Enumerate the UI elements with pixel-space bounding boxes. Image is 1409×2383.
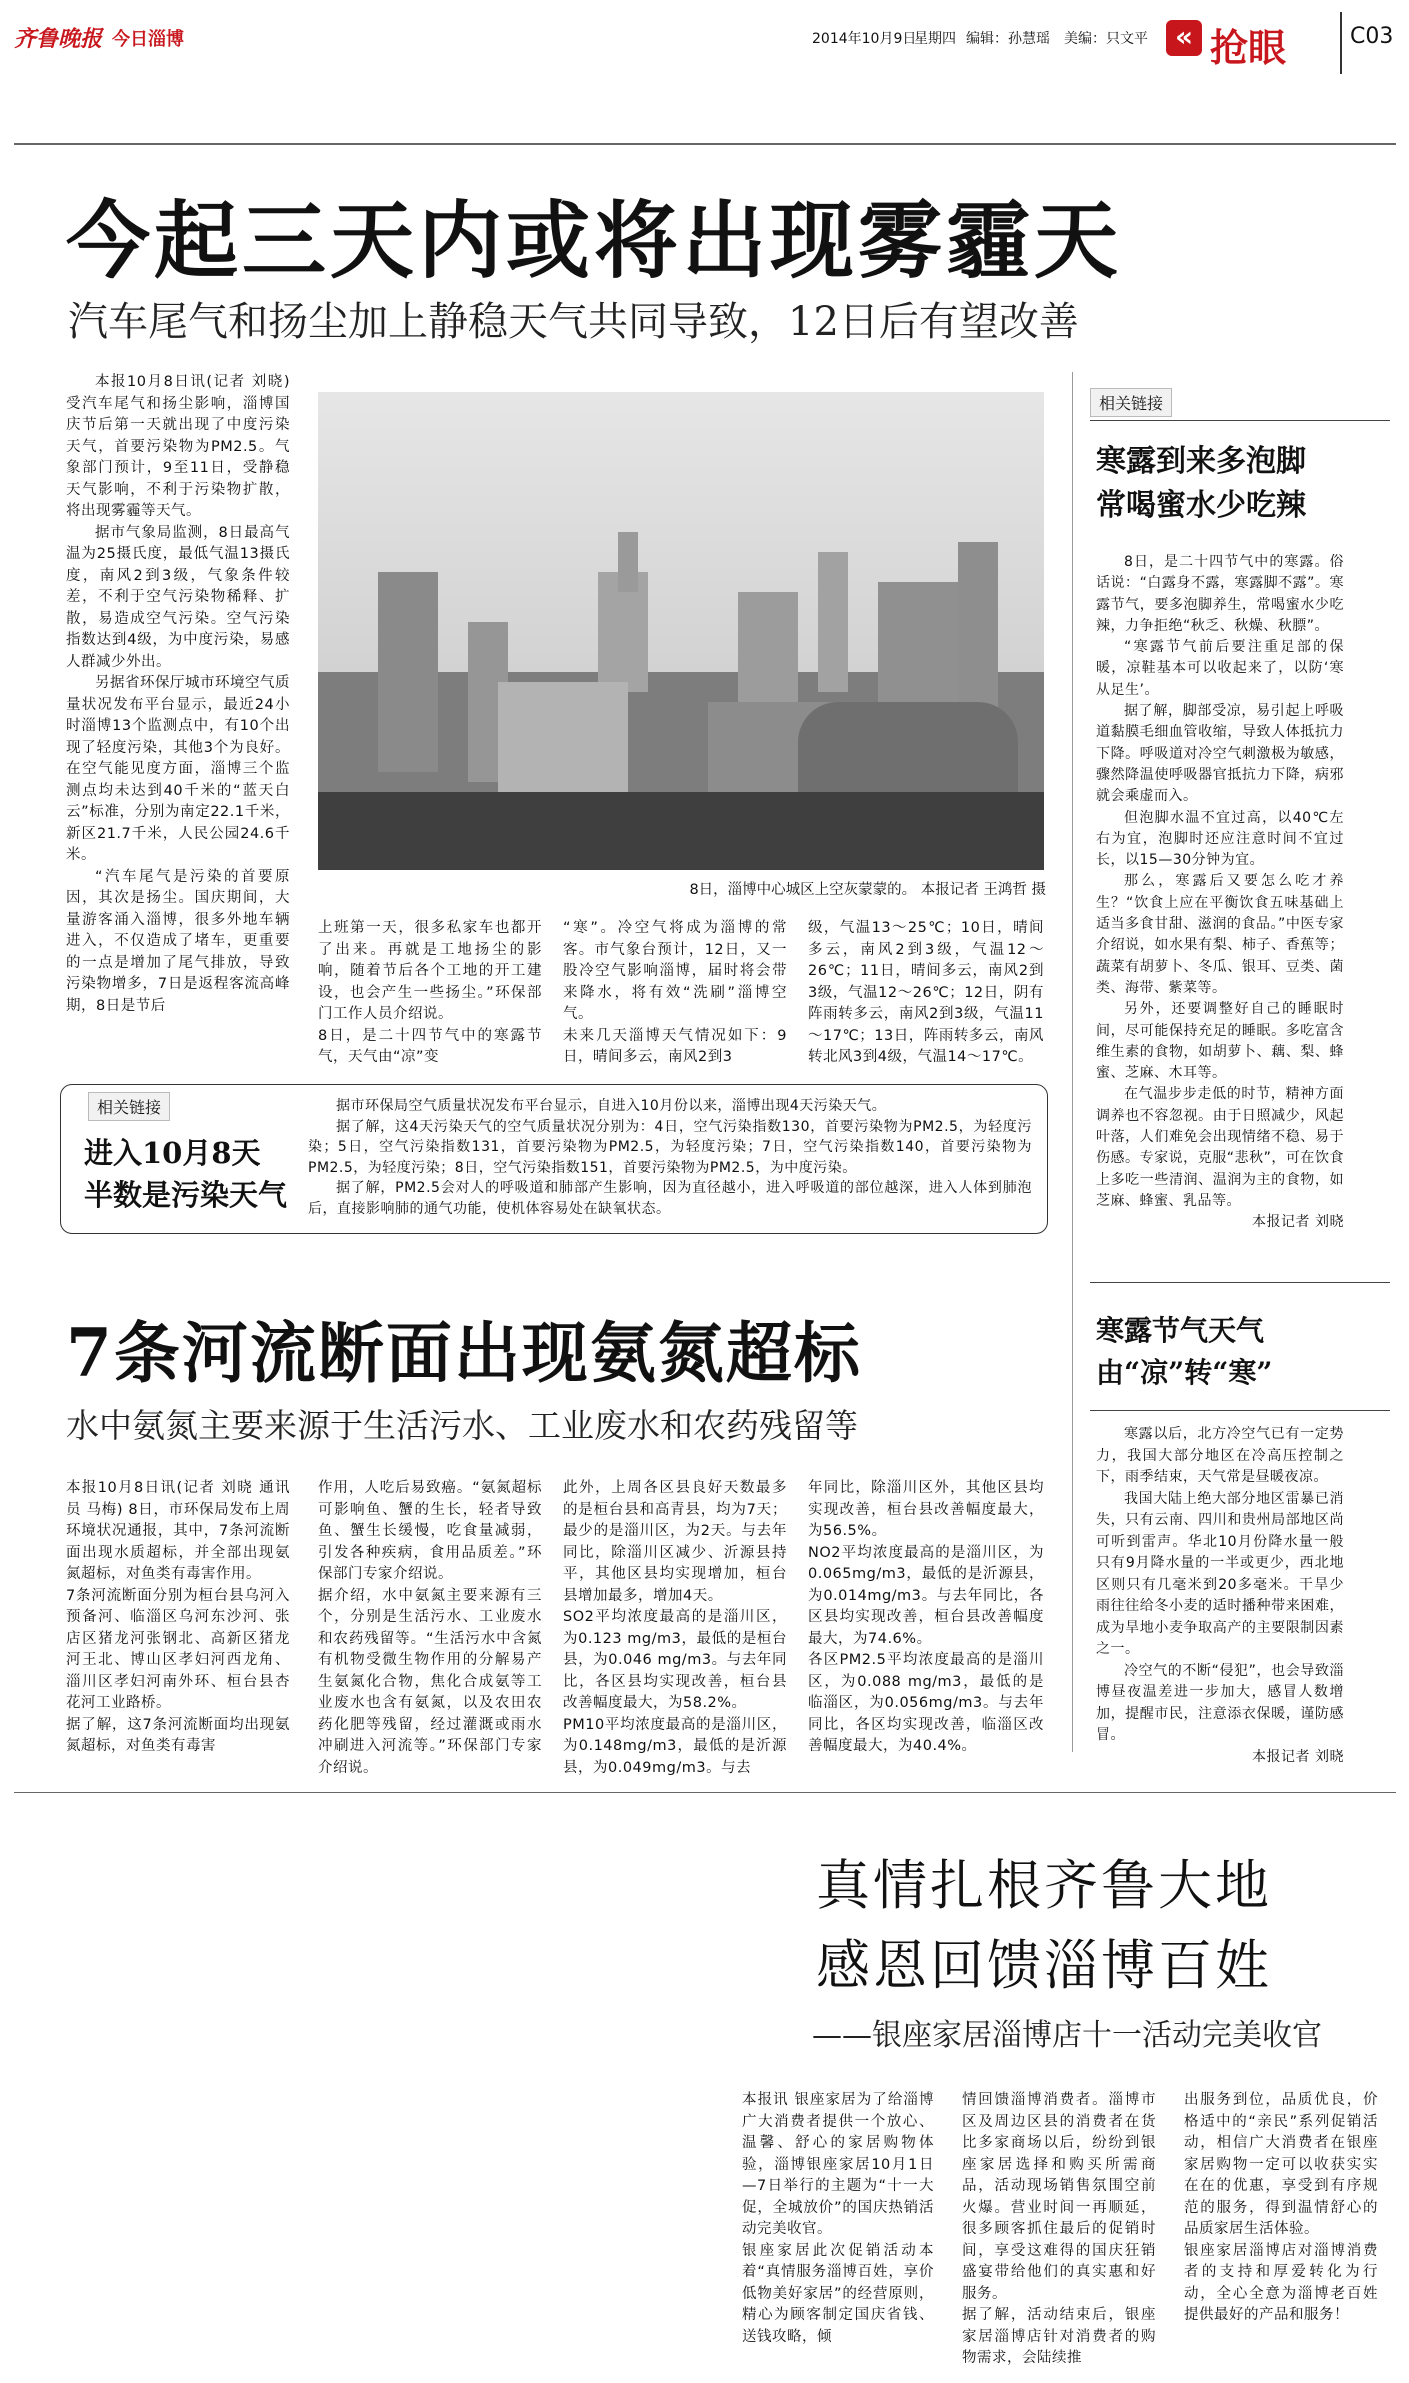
right2-headline: 寒露节气天气 由“凉”转“寒” [1096, 1314, 1273, 1389]
right1-tag-rule [1090, 420, 1390, 421]
story3-column-1: 本报讯 银座家居为了给淄博广大消费者提供一个放心、温馨、舒心的家居购物体验，淄博银座家居10月1日—7日举行的主题为“十一大促，全城放价”的国庆热销活动完美收官。 银座家居此次促销活动本着“真情服务淄博百姓，享价低物美好家居”的经营原则，精心为顾客制定国庆省钱、送钱攻略，倾 [742, 2092, 934, 2345]
story2-column-4: 年同比，除淄川区外，其他区县均实现改善，桓台县改善幅度最大，为56.5%。 NO2平均浓度最高的是淄川区，为0.065mg/m3，最低的是沂源县，为0.014mg/m3。与去年同比，各区县均实现改善，桓台县改善幅度最大，为74.6%。 各区PM2.5平均浓度最高的是淄川区，为0.088 mg/m3，最低的是临淄区，为0.056mg/m3。与去年同比，各区均实现改善，临淄区改善幅度最大，为40.4%。 [808, 1480, 1044, 1754]
header-date: 2014年10月9日 [812, 31, 917, 47]
right1-byline: 本报记者 刘晓 [1252, 1214, 1344, 1231]
story1-column-2: 上班第一天，很多私家车也都开了出来。再就是工地扬尘的影响，随着节后各个工地的开工建设，也会产生一些扬尘。”环保部门工作人员介绍说。 8日，是二十四节气中的寒露节气，天气由“凉”变 [318, 920, 542, 1065]
header-rule [14, 143, 1396, 145]
header-weekday: 星期四 [914, 31, 956, 47]
story3-column-3: 出服务到位，品质优良，价格适中的“亲民”系列促销活动，相信广大消费者在银座家居购物一定可以收获实实在在的优惠，享受到有序规范的服务，得到温情舒心的品质家居生活体验。 银座家居淄博店对淄博消费者的支持和厚爱转化为行动，全心全意为淄博老百姓提供最好的产品和服务！ [1184, 2092, 1378, 2323]
story2-column-3: 此外，上周各区县良好天数最多的是桓台县和高青县，均为7天；最少的是淄川区，为2天。与去年同比，除淄川区减少、沂源县持平，其他区县均实现增加，桓台县增加最多，增加4天。 SO2平均浓度最高的是淄川区，为0.123 mg/m3，最低的是桓台县，为0.046 mg/m3。与去年同比，各区县均实现改善，桓台县改善幅度最大，为58.2%。 PM10平均浓度最高的是淄川区，为0.148mg/m3，最低的是沂源县，为0.049mg/m3。与去 [563, 1480, 787, 1776]
story3-subhead: ——银座家居淄博店十一活动完美收官 [812, 2018, 1322, 2053]
story2-column-1: 本报10月8日讯(记者 刘晓 通讯员 马梅) 8日，市环保局发布上周环境状况通报，其中，7条河流断面出现水质超标，并全部出现氨氮超标，对鱼类有毒害作用。 7条河流断面分别为桓台县乌河入预备河、临淄区乌河东沙河、张店区猪龙河张钢北、高新区猪龙河王北、博山区孝妇河西龙角、淄川区孝妇河南外环、桓台县杏花河工业路桥。 据了解，这7条河流断面均出现氨氮超标，对鱼类有毒害 [66, 1480, 290, 1754]
story1-column-3: “寒”。冷空气将成为淄博的常客。市气象台预计，12日，又一股冷空气影响淄博，届时将会带来降水，将有效“洗刷”淄博空气。 未来几天淄博天气情况如下：9日，晴间多云，南风2到3 [563, 920, 787, 1065]
story2-column-2: 作用，人吃后易致癌。“氨氮超标可影响鱼、蟹的生长，轻者导致鱼、蟹生长缓慢，吃食量减弱，引发各种疾病，食用品质差。”环保部门专家介绍说。 据介绍，水中氨氮主要来源有三个，分别是生活污水、工业废水和农药残留等。“生活污水中含氮有机物受微生物作用的分解易产生氨氮化合物，焦化合成氨等工业废水也含有氨氮，以及农田农药化肥等残留，经过灌溉或雨水冲刷进入河流等。”环保部门专家介绍说。 [318, 1480, 542, 1776]
masthead-edition: 今日淄博 [112, 29, 184, 50]
story1-headline: 今起三天内或将出现雾霾天 [66, 191, 1123, 290]
right2-body: 寒露以后，北方冷空气已有一定势力，我国大部分地区在冷高压控制之下，雨季结束，天气常是昼暖夜凉。 我国大陆上绝大部分地区雷暴已消失，只有云南、四川和贵州局部地区尚可听到雷声。华北10月份降水量一般只有9月降水量的一半或更少，西北地区则只有几毫米到20多毫米。干旱少雨往往给冬小麦的适时播种带来困难，成为旱地小麦争取高产的主要限制因素之一。 冷空气的不断“侵犯”，也会导致淄博昼夜温差进一步加大，感冒人数增加，提醒市民，注意添衣保暖，谨防感冒。 本报记者 刘晓 [1096, 1424, 1344, 1768]
related-tag-1: 相关链接 [88, 1092, 170, 1121]
story1-column-1: 本报10月8日讯(记者 刘晓) 受汽车尾气和扬尘影响，淄博国庆节后第一天就出现了中度污染天气，首要污染物为PM2.5。气象部门预计，9至11日，受静稳天气影响，不利于污染物扩散，将出现雾霾等天气。 据市气象局监测，8日最高气温为25摄氏度，最低气温13摄氏度，南风2到3级，气象条件较差，不利于空气污染物稀释、扩散，易造成空气污染。空气污染指数达到4级，为中度污染，易感人群减少外出。 另据省环保厅城市环境空气质量状况发布平台显示，最近24小时淄博13个监测点中，有10个出现了轻度污染，其他3个为良好。在空气能见度方面，淄博三个监测点均未达到40千米的“蓝天白云”标准，分别为南定22.1千米，新区21.7千米，人民公园24.6千米。 “汽车尾气是污染的首要原因，其次是扬尘。国庆期间，大量游客涌入淄博，很多外地车辆进入，不仅造成了堵车，更重要的一点是增加了尾气排放，导致污染物增多，7日是返程客流高峰期，8日是节后 [66, 374, 290, 1014]
masthead-brand: 齐鲁晚报 [14, 27, 103, 52]
story2-headline: 7条河流断面出现氨氮超标 [66, 1314, 862, 1392]
story3-column-2: 情回馈淄博消费者。淄博市区及周边区县的消费者在货比多家商场以后，纷纷到银座家居选择和购买所需商品，活动现场销售氛围空前火爆。营业时间一再顺延，很多顾客抓住最后的促销时间，享受这难得的国庆狂销盛宴带给他们的真实惠和好服务。 据了解，活动结束后，银座家居淄博店针对消费者的购物需求，会陆续推 [962, 2092, 1156, 2366]
section-name: 抢眼 [1210, 25, 1287, 70]
right2-rule [1090, 1410, 1390, 1411]
right1-end-rule [1090, 1282, 1390, 1283]
header-designer: 美编：只文平 [1064, 31, 1148, 47]
header-editor: 编辑：孙慧瑶 [966, 31, 1050, 47]
story1-column-4: 级，气温13～25℃；10日，晴间多云，南风2到3级，气温12～26℃；11日，晴间多云，南风2到3级，气温12～26℃；12日，阴有阵雨转多云，南风2到3级，气温11～17℃；13日，阵雨转多云，南风转北风3到4级，气温14～17℃。 [808, 920, 1044, 1065]
right1-headline: 寒露到来多泡脚 常喝蜜水少吃辣 [1096, 444, 1306, 523]
story1-subhead: 汽车尾气和扬尘加上静稳天气共同导致，12日后有望改善 [68, 299, 1079, 345]
photo-caption: 8日，淄博中心城区上空灰蒙蒙的。 本报记者 王鸿哲 摄 [689, 882, 1046, 898]
right1-body: 8日，是二十四节气中的寒露。俗话说：“白露身不露，寒露脚不露”。寒露节气，要多泡脚养生，常喝蜜水少吃辣，力争拒绝“秋乏、秋燥、秋膘”。 “寒露节气前后要注重足部的保暖，凉鞋基本可以收起来了，以防‘寒从足生’。 据了解，脚部受凉，易引起上呼吸道黏膜毛细血管收缩，导致人体抵抗力下降。呼吸道对冷空气刺激极为敏感，骤然降温使呼吸器官抵抗力下降，病邪就会乘虚而入。 但泡脚水温不宜过高，以40℃左右为宜，泡脚时还应注意时间不宜过长，以15—30分钟为宜。 那么，寒露后又要怎么吃才养生？“饮食上应在平衡饮食五味基础上适当多食甘甜、滋润的食品。”中医专家介绍说，如水果有梨、柿子、香蕉等；蔬菜有胡萝卜、冬瓜、银耳、豆类、菌类、海带、紫菜等。 另外，还要调整好自己的睡眠时间，尽可能保持充足的睡眠。多吃富含维生素的食物，如胡萝卜、藕、梨、蜂蜜、芝麻、木耳等。 在气温步步走低的时节，精神方面调养也不容忽视。由于日照减少，风起叶落，人们难免会出现情绪不稳、易于伤感。专家说，克服“悲秋”，可在饮食上多吃一些清润、温润为主的食物，如芝麻、蜂蜜、乳品等。 本报记者 刘晓 [1096, 552, 1344, 1234]
page-number: C03 [1350, 24, 1394, 49]
related-tag-2: 相关链接 [1090, 388, 1172, 417]
city-smog-photo [318, 392, 1044, 870]
section-rule-bottom [14, 1792, 1396, 1793]
section-mark-icon: « [1166, 20, 1202, 56]
header-divider [1340, 12, 1342, 74]
story3-headline: 真情扎根齐鲁大地 感恩回馈淄博百姓 [816, 1854, 1272, 1997]
right-column-divider [1072, 372, 1073, 1752]
story2-subhead: 水中氨氮主要来源于生活污水、工业废水和农药残留等 [66, 1406, 858, 1445]
sidebar1-headline: 进入10月8天 半数是污染天气 [84, 1136, 288, 1212]
right2-byline: 本报记者 刘晓 [1252, 1748, 1344, 1765]
sidebar1-body: 据市环保局空气质量状况发布平台显示，自进入10月份以来，淄博出现4天污染天气。 据了解，这4天污染天气的空气质量状况分别为：4日，空气污染指数130，首要污染物为PM2.5，为轻度污染；5日，空气污染指数131，首要污染物为PM2.5，为轻度污染；7日，空气污染指数140，首要污染物为PM2.5，为轻度污染；8日，空气污染指数151，首要污染物为PM2.5，为中度污染。 据了解，PM2.5会对人的呼吸道和肺部产生影响，因为直径越小，进入呼吸道的部位越深，进入人体到肺泡后，直接影响肺的通气功能，使机体容易处在缺氧状态。 [308, 1098, 1032, 1217]
